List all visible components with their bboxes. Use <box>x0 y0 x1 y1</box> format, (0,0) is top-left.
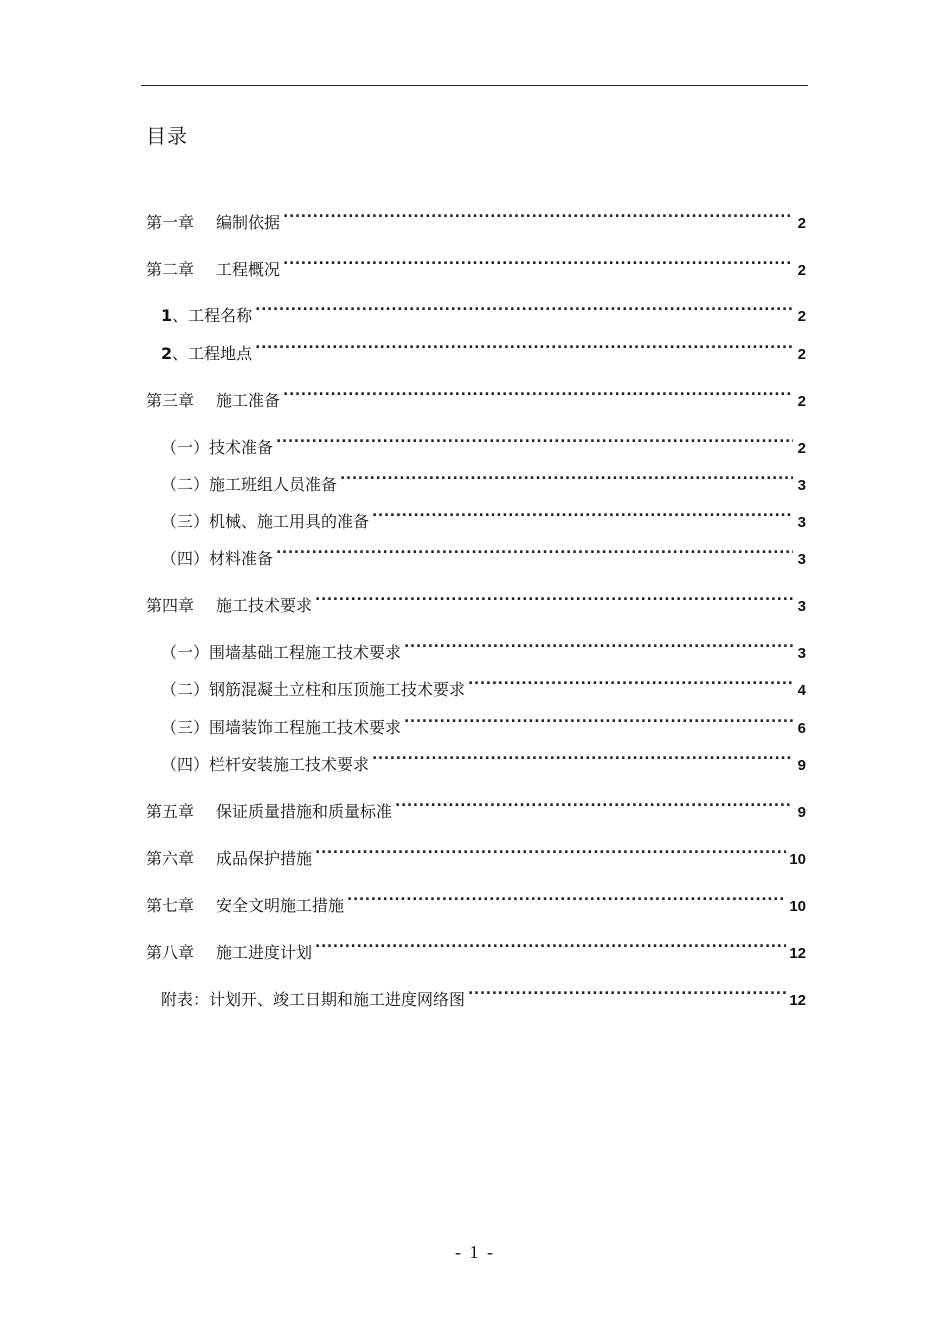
dot-leader <box>315 842 786 864</box>
toc-entry-chapter-2[interactable] <box>146 253 806 282</box>
toc-page-number: 3 <box>797 514 806 531</box>
toc-entry-label: 2、工程地点 <box>161 344 253 363</box>
toc-entry-chapter-8[interactable] <box>146 936 806 965</box>
dot-leader <box>404 711 793 733</box>
toc-entry-section-3-4[interactable] <box>161 542 806 571</box>
toc-entry-chapter-3[interactable] <box>146 384 806 413</box>
dot-leader <box>283 253 793 275</box>
toc-entry-chapter-4[interactable] <box>146 589 806 618</box>
toc-page-number: 2 <box>797 440 806 457</box>
toc-page-number: 12 <box>789 992 806 1009</box>
dot-leader <box>468 983 786 1005</box>
toc-entry-chapter-7[interactable] <box>146 889 806 918</box>
toc-page-number: 2 <box>797 346 806 363</box>
toc-entry-label: （四）栏杆安装施工技术要求 <box>161 755 370 774</box>
dot-leader <box>255 337 793 359</box>
toc-entry-chapter-1[interactable] <box>146 206 806 235</box>
toc-entry-label: 第六章 成品保护措施 <box>146 849 313 868</box>
toc-page-number: 3 <box>797 551 806 568</box>
toc-page-number: 10 <box>789 898 806 915</box>
dot-leader <box>395 795 793 817</box>
toc-entry-label: （二）施工班组人员准备 <box>161 475 338 494</box>
toc-title: 目录 <box>146 124 188 148</box>
toc-entry-label: （三）机械、施工用具的准备 <box>161 512 370 531</box>
toc-entry-label: （二）钢筋混凝土立柱和压顶施工技术要求 <box>161 680 466 699</box>
toc-entry-section-2-2[interactable] <box>161 337 806 366</box>
toc-page-number: 3 <box>797 645 806 662</box>
toc-entry-section-2-1[interactable] <box>161 299 806 328</box>
toc-page-number: 9 <box>797 804 806 821</box>
toc-page-number: 2 <box>797 308 806 325</box>
dot-leader <box>468 673 793 695</box>
toc-entry-label: 第七章 安全文明施工措施 <box>146 896 345 915</box>
dot-leader <box>404 636 793 658</box>
dot-leader <box>315 936 786 958</box>
dot-leader <box>283 206 793 228</box>
toc-entry-appendix[interactable] <box>161 983 806 1012</box>
dot-leader <box>340 468 793 490</box>
toc-page-number: 10 <box>789 851 806 868</box>
toc-entry-label: 第八章 施工进度计划 <box>146 943 313 962</box>
dot-leader <box>276 431 793 453</box>
toc-entry-section-3-3[interactable] <box>161 505 806 534</box>
dot-leader <box>347 889 786 911</box>
toc-entry-label: （四）材料准备 <box>161 549 274 568</box>
page-number-footer: - 1 - <box>455 1242 495 1262</box>
toc-entry-label: （三）围墙装饰工程施工技术要求 <box>161 718 402 737</box>
header-rule <box>141 85 808 86</box>
toc-entry-section-3-1[interactable] <box>161 431 806 460</box>
toc-entry-chapter-5[interactable] <box>146 795 806 824</box>
toc-page-number: 2 <box>797 262 806 279</box>
dot-leader <box>255 299 793 321</box>
toc-entry-chapter-6[interactable] <box>146 842 806 871</box>
toc-entry-label: （一）围墙基础工程施工技术要求 <box>161 643 402 662</box>
toc-page-number: 2 <box>797 393 806 410</box>
dot-leader <box>283 384 793 406</box>
toc-page-number: 3 <box>797 477 806 494</box>
toc-entry-label: 第一章 编制依据 <box>146 213 281 232</box>
toc-entry-section-4-1[interactable] <box>161 636 806 665</box>
toc-entry-section-3-2[interactable] <box>161 468 806 497</box>
toc-page-number: 2 <box>797 215 806 232</box>
toc-entry-label: 附表：计划开、竣工日期和施工进度网络图 <box>161 990 466 1009</box>
dot-leader <box>276 542 793 564</box>
toc-entry-section-4-4[interactable] <box>161 748 806 777</box>
dot-leader <box>372 505 793 527</box>
dot-leader <box>315 589 793 611</box>
toc-entry-label: （一）技术准备 <box>161 438 274 457</box>
toc-entry-section-4-2[interactable] <box>161 673 806 702</box>
toc-page-number: 9 <box>797 757 806 774</box>
toc-entry-section-4-3[interactable] <box>161 711 806 740</box>
dot-leader <box>372 748 793 770</box>
toc-entry-label: 第四章 施工技术要求 <box>146 596 313 615</box>
toc-page-number: 3 <box>797 598 806 615</box>
toc-entry-label: 第三章 施工准备 <box>146 391 281 410</box>
toc-entry-label: 第五章 保证质量措施和质量标准 <box>146 802 393 821</box>
toc-entry-label: 1、工程名称 <box>161 306 253 325</box>
toc-page-number: 4 <box>797 682 806 699</box>
toc-entry-label: 第二章 工程概况 <box>146 260 281 279</box>
toc-page-number: 6 <box>797 720 806 737</box>
toc-page-number: 12 <box>789 945 806 962</box>
